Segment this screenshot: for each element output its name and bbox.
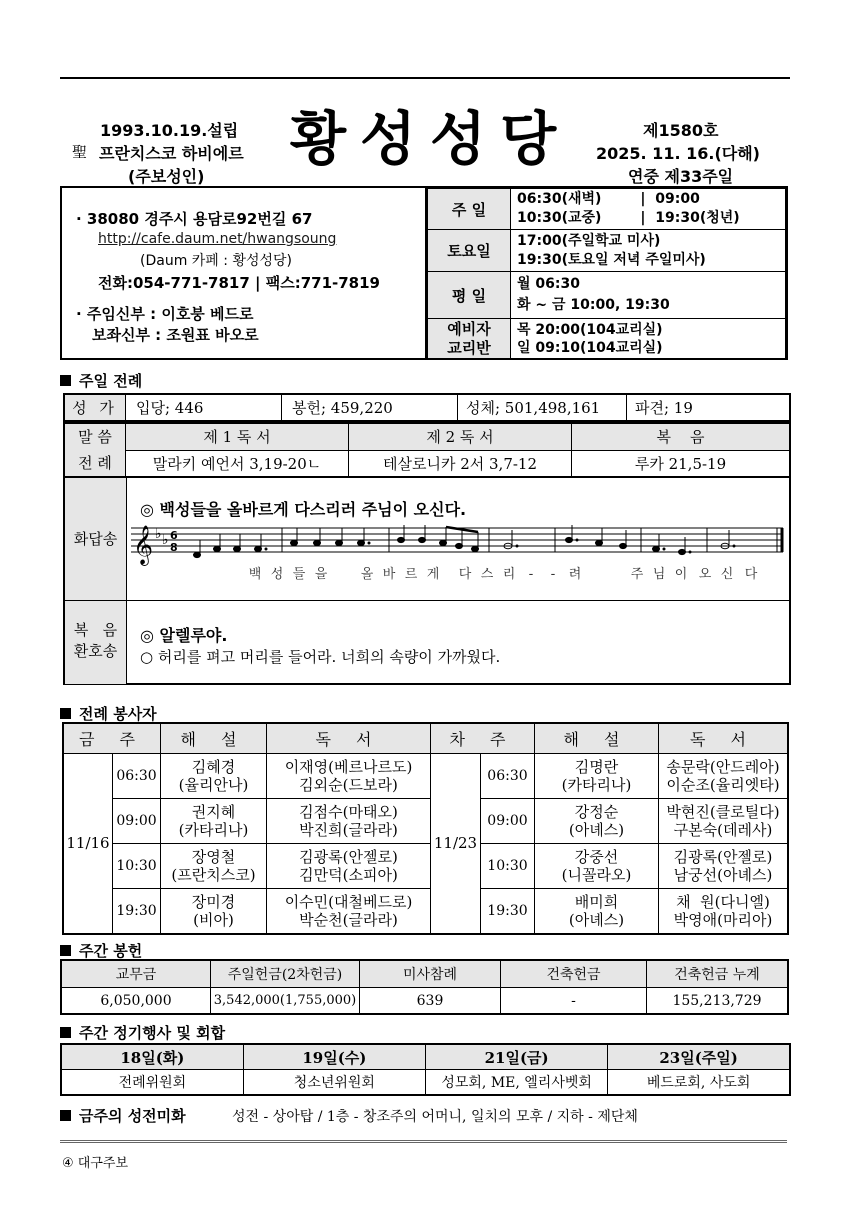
sunday-label: 주 일 xyxy=(428,189,511,230)
flat-sign-icon: ♭ xyxy=(162,532,169,548)
patron-subtitle: (주보성인) xyxy=(128,167,205,186)
pastor: · 주임신부 : 이호붕 베드로 xyxy=(76,305,254,323)
readers xyxy=(659,844,789,889)
cleaning-text: 성전 - 상아탑 / 1층 - 창조주의 어머니, 일치의 모후 / 지하 - 제단체 xyxy=(232,1109,638,1125)
commentator xyxy=(535,799,659,844)
lyric-syllable: 들 xyxy=(292,567,306,582)
sunday-times xyxy=(511,189,786,230)
offering-value: 639 xyxy=(360,988,501,1015)
this-week-date: 11/16 xyxy=(63,754,113,934)
weekday-label: 평 일 xyxy=(428,272,511,319)
mass-time: 09:00 xyxy=(113,799,161,844)
offering-header: 미사참례 xyxy=(360,960,501,988)
reading2-header: 제 2 독 서 xyxy=(349,423,572,450)
lyric-syllable: 스 xyxy=(480,567,494,582)
psalm-divider xyxy=(127,600,791,601)
hymn-recessional: 파견; 19 xyxy=(627,394,791,421)
patron-name: 프란치스코 하비에르 xyxy=(99,144,244,163)
reader-2: 박순천(글라라) xyxy=(299,910,398,929)
lyric-syllable: 려 xyxy=(568,567,582,582)
reader-1: 박현진(클로틸다) xyxy=(666,803,780,821)
readers xyxy=(659,889,789,934)
liturgy-table xyxy=(63,393,791,422)
mass-time: 19:30 xyxy=(113,889,161,934)
offering-value: - xyxy=(501,988,647,1015)
offering-table xyxy=(60,959,789,1015)
word-label-1: 말 씀 xyxy=(78,428,112,446)
mass-schedule xyxy=(427,188,786,359)
reading1: 말라키 예언서 3,19-20ㄴ xyxy=(126,450,349,477)
next-week-date: 11/23 xyxy=(431,754,481,934)
offering-value: 3,542,000(1,755,000) xyxy=(211,988,360,1015)
lyric-syllable: 게 xyxy=(426,567,440,582)
lyric-syllable: 리 xyxy=(502,567,516,582)
issue-number: 제1580호 xyxy=(643,121,719,140)
top-rule xyxy=(60,77,790,79)
events-item: 베드로회, 사도회 xyxy=(608,1070,790,1096)
commentator-baptismal: (아녜스) xyxy=(568,821,625,839)
lyric-syllable: 다 xyxy=(744,567,758,582)
catechumen-label-1: 예비자 xyxy=(447,319,491,338)
offering-header: 건축헌금 xyxy=(501,960,647,988)
saturday-times-2: 19:30(토요일 저녁 주일미사) xyxy=(517,251,706,268)
word-label-2: 전 례 xyxy=(78,454,112,472)
servers-row xyxy=(63,754,788,799)
cleaning-section-title: 금주의 성전미화 xyxy=(60,1105,186,1126)
lyric-syllable: 오 xyxy=(698,567,712,582)
mass-time: 10:30 xyxy=(113,844,161,889)
commentator-name: 장영철 xyxy=(191,848,236,866)
reader-2: 박진희(글라라) xyxy=(299,821,398,839)
reader-2: 구본숙(데레사) xyxy=(673,821,773,839)
lyric-syllable: 님 xyxy=(652,567,666,582)
servers-header-this-week: 금 주 xyxy=(63,723,161,754)
readers xyxy=(659,754,789,799)
reader-1: 이재영(베르나르도) xyxy=(284,758,413,776)
reader-2: 남궁선(아녜스) xyxy=(673,866,773,884)
events-day: 18일(화) xyxy=(61,1044,243,1070)
acclamation-label xyxy=(65,601,127,684)
saturday-times-1: 17:00(주일학교 미사) xyxy=(517,232,661,249)
commentator xyxy=(535,889,659,934)
acclamation-label-1: 복 음 xyxy=(73,621,118,639)
acclamation-label-2: 환호송 xyxy=(73,642,118,660)
commentator-name: 강중선 xyxy=(574,848,619,866)
lyric-syllable: 르 xyxy=(404,567,418,582)
commentator xyxy=(161,889,267,934)
reading1-header: 제 1 독 서 xyxy=(126,423,349,450)
offering-header: 건축헌금 누계 xyxy=(647,960,789,988)
offering-section-title: 주간 봉헌 xyxy=(60,940,142,961)
events-item: 전례위원회 xyxy=(61,1070,243,1096)
weekday-times xyxy=(511,272,786,319)
servers-table xyxy=(62,722,789,935)
commentator xyxy=(535,844,659,889)
mass-time: 19:30 xyxy=(480,889,534,934)
reading2: 테살로니카 2서 3,7-12 xyxy=(349,450,572,477)
hymn-entrance: 입당; 446 xyxy=(126,394,282,421)
servers-row xyxy=(63,844,788,889)
gospel-header: 복 음 xyxy=(572,423,791,450)
events-day: 21일(금) xyxy=(426,1044,608,1070)
offering-header: 교무금 xyxy=(61,960,211,988)
reader-1: 김광록(안젤로) xyxy=(299,848,398,866)
readers xyxy=(659,799,789,844)
psalm-block xyxy=(63,477,791,685)
hymn-offertory: 봉헌; 459,220 xyxy=(282,394,458,421)
commentator-name: 장미경 xyxy=(191,892,236,911)
treble-clef-icon: 𝄞 xyxy=(133,525,154,565)
offering-value: 6,050,000 xyxy=(61,988,211,1015)
psalm-label: 화답송 xyxy=(65,478,127,601)
mass-time: 06:30 xyxy=(113,754,161,799)
commentator-name: 김혜경 xyxy=(191,758,236,776)
hymn-label: 성 가 xyxy=(64,394,126,421)
catechumen-times-1: 목 20:00(104교리실) xyxy=(517,321,663,338)
offering-value: 155,213,729 xyxy=(647,988,789,1015)
events-day: 19일(수) xyxy=(243,1044,425,1070)
sunday-times-2: 10:30(교중) | 19:30(청년) xyxy=(517,210,740,226)
commentator-name: 강정순 xyxy=(574,803,619,821)
readers xyxy=(267,799,431,844)
psalm-score xyxy=(127,518,791,586)
liturgical-week: 연중 제33주일 xyxy=(628,167,734,186)
commentator-baptismal: (비아) xyxy=(193,910,234,929)
notes xyxy=(194,525,783,558)
events-day: 23일(주일) xyxy=(608,1044,790,1070)
catechumen-times xyxy=(511,319,786,359)
servers-header-reader: 독 서 xyxy=(267,723,431,754)
lyric-syllable: 신 xyxy=(720,567,734,582)
psalm-refrain: ◎ 백성들을 올바르게 다스리러 주님이 오신다. xyxy=(140,500,467,519)
parish-contact xyxy=(62,188,427,358)
psalm-lyrics xyxy=(249,566,758,582)
commentator-baptismal: (카타리나) xyxy=(178,821,249,839)
reader-2: 김만덕(소피아) xyxy=(299,866,398,884)
mass-time: 09:00 xyxy=(480,799,534,844)
mass-time: 06:30 xyxy=(480,754,534,799)
servers-header-next-week: 차 주 xyxy=(431,723,535,754)
commentator-baptismal: (율리안나) xyxy=(178,776,249,794)
founded-date: 1993.10.19.설립 xyxy=(100,121,239,140)
commentator-name: 김명란 xyxy=(574,758,619,776)
cafe-name: (Daum 카페 : 황성성당) xyxy=(140,253,293,269)
readers xyxy=(267,844,431,889)
footer-page: ④ 대구주보 xyxy=(62,1156,129,1171)
lyric-syllable: 이 xyxy=(674,567,688,582)
address: · 38080 경주시 용담로92번길 67 xyxy=(76,210,313,228)
alleluia: ◎ 알렐루야. xyxy=(140,626,228,645)
lyric-syllable: 바 xyxy=(382,567,396,582)
reader-2: 박영애(마리아) xyxy=(673,910,773,929)
cafe-link[interactable]: http://cafe.daum.net/hwangsoung xyxy=(98,231,337,247)
sunday-times-1: 06:30(새벽) | 09:00 xyxy=(517,191,700,207)
lyric-syllable: - xyxy=(528,567,534,582)
footer-rule xyxy=(60,1140,787,1143)
commentator-name: 배미희 xyxy=(574,892,619,911)
readings-table xyxy=(63,422,791,478)
parish-title: 황성성당 xyxy=(290,105,571,173)
commentator xyxy=(535,754,659,799)
lyric-syllable: 을 xyxy=(314,567,328,582)
servers-row xyxy=(63,799,788,844)
assistant-pastor: 보좌신부 : 조원표 바오로 xyxy=(92,326,259,344)
events-section-title: 주간 정기행사 및 회합 xyxy=(60,1022,225,1043)
reader-1: 김광록(안젤로) xyxy=(673,848,773,866)
mass-time: 10:30 xyxy=(480,844,534,889)
lyric-syllable: 백 xyxy=(248,567,262,582)
liturgy-section-title: 주일 전례 xyxy=(60,370,142,391)
events-table xyxy=(60,1043,791,1096)
reader-2: 김외순(드보라) xyxy=(299,776,398,794)
gospel-verse: ○ 허리를 펴고 머리를 들어라. 너희의 속량이 가까웠다. xyxy=(140,648,501,666)
word-liturgy-label xyxy=(64,423,126,477)
servers-row xyxy=(63,889,788,934)
reader-1: 이수민(대철베드로) xyxy=(284,892,413,911)
servers-header-commentary-2: 해 설 xyxy=(535,723,659,754)
commentator-baptismal: (프란치스코) xyxy=(171,866,256,884)
servers-header-commentary: 해 설 xyxy=(161,723,267,754)
gospel: 루카 21,5-19 xyxy=(572,450,791,477)
events-item: 청소년위원회 xyxy=(243,1070,425,1096)
readers xyxy=(267,754,431,799)
catechumen-label-2: 교리반 xyxy=(447,338,491,357)
weekday-times-2: 화 ~ 금 10:00, 19:30 xyxy=(517,297,670,313)
phone-fax: 전화:054-771-7817 | 팩스:771-7819 xyxy=(98,274,380,292)
servers-header-reader-2: 독 서 xyxy=(659,723,789,754)
commentator-baptismal: (니꼴라오) xyxy=(561,866,632,884)
info-box xyxy=(60,186,788,360)
lyric-syllable: 주 xyxy=(630,567,644,582)
flat-sign-icon: ♭ xyxy=(155,526,162,542)
offering-header: 주일헌금(2차헌금) xyxy=(211,960,360,988)
commentator-baptismal: (아녜스) xyxy=(568,910,625,929)
commentator xyxy=(161,799,267,844)
lyric-syllable: 성 xyxy=(270,567,284,582)
readers xyxy=(267,889,431,934)
catechumen-times-2: 일 09:10(104교리실) xyxy=(517,339,663,356)
time-signature: 6 xyxy=(170,529,178,542)
commentator-name: 권지혜 xyxy=(191,803,236,821)
commentator-baptismal: (카타리나) xyxy=(561,776,632,794)
servers-section-title: 전례 봉사자 xyxy=(60,703,157,724)
reader-1: 송문락(안드레아) xyxy=(666,758,780,776)
reader-2: 이순조(율리엣타) xyxy=(666,776,780,794)
lyric-syllable: - xyxy=(550,567,556,582)
weekday-times-1: 월 06:30 xyxy=(517,276,580,292)
saturday-label: 토요일 xyxy=(428,230,511,272)
lyric-syllable: 올 xyxy=(360,567,374,582)
commentator xyxy=(161,754,267,799)
reader-1: 채 원(다니엘) xyxy=(676,892,770,911)
patron-prefix: 聖 xyxy=(72,143,88,161)
saturday-times xyxy=(511,230,786,272)
reader-1: 김점수(마태오) xyxy=(299,803,398,821)
catechumen-label xyxy=(428,319,511,359)
issue-date: 2025. 11. 16.(다해) xyxy=(596,144,760,163)
lyric-syllable: 다 xyxy=(458,567,472,582)
commentator xyxy=(161,844,267,889)
time-signature: 8 xyxy=(170,541,178,554)
events-item: 성모회, ME, 엘리사벳회 xyxy=(426,1070,608,1096)
hymn-communion: 성체; 501,498,161 xyxy=(458,394,627,421)
